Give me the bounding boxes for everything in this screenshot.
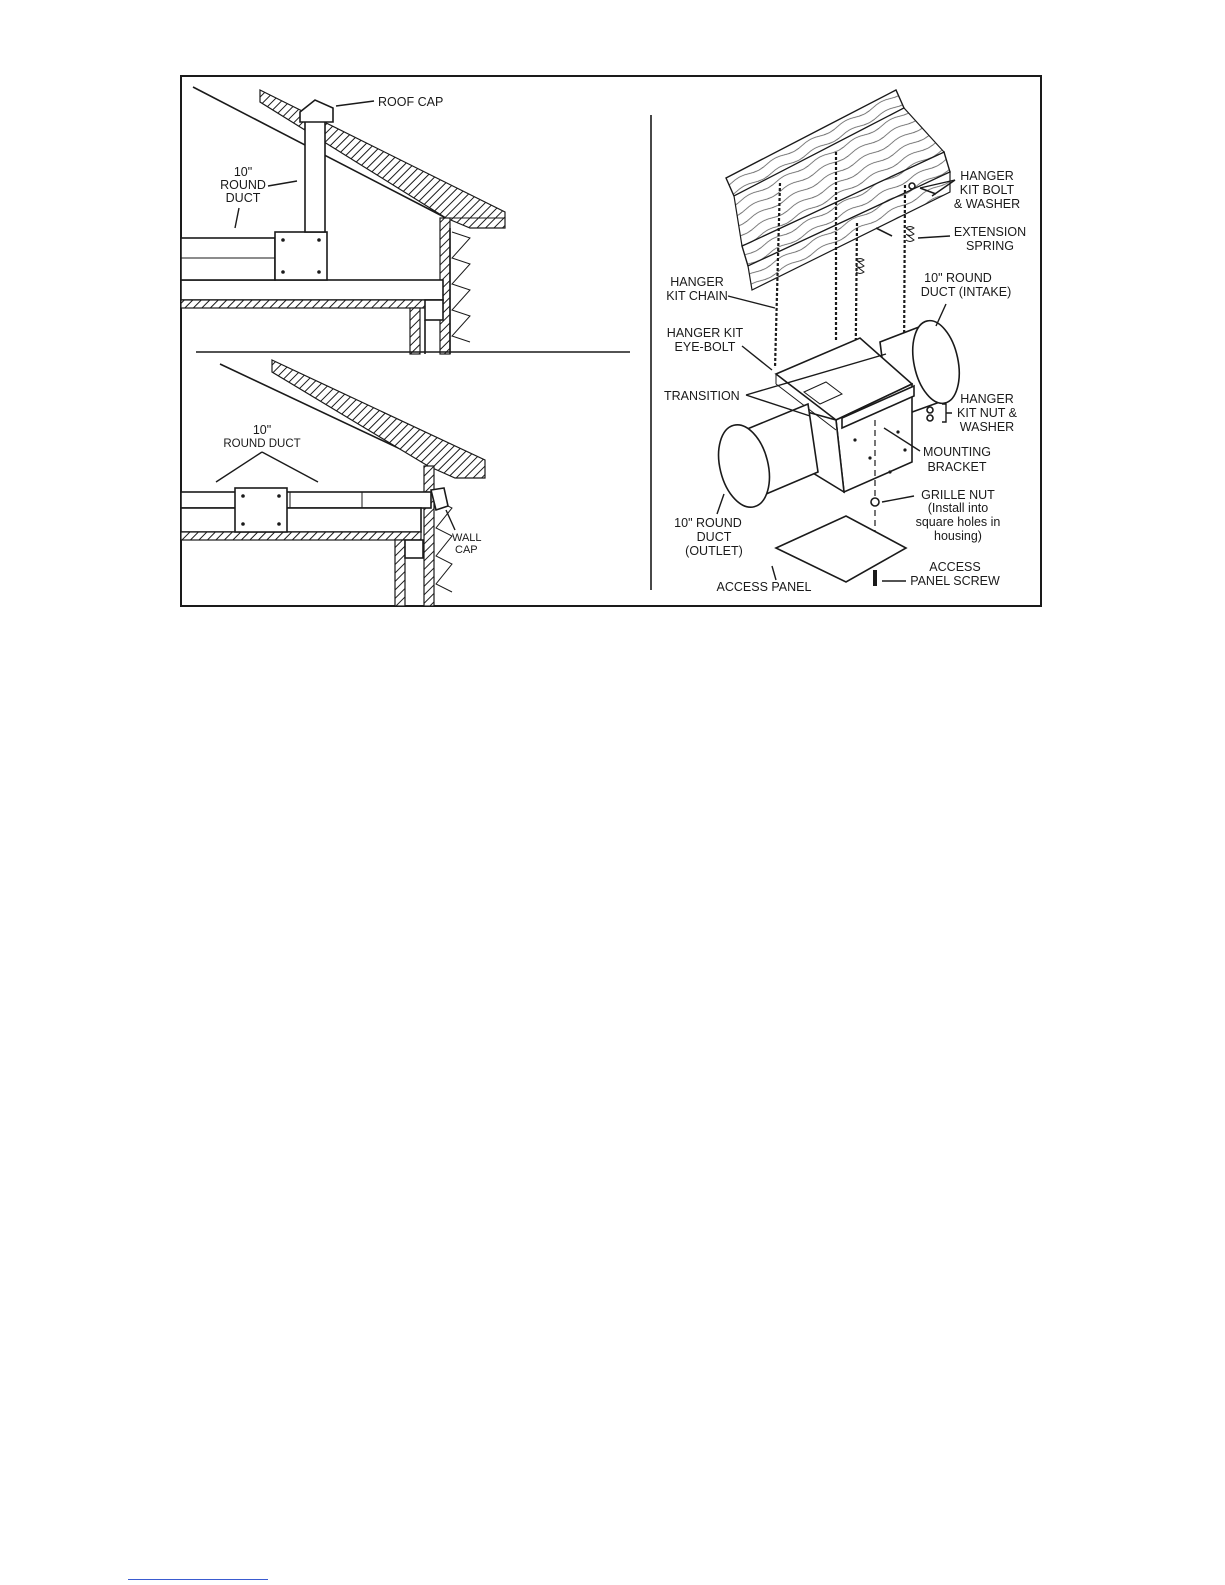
label-hanger-kit-bolt: HANGER — [960, 169, 1014, 183]
label-intake-duct-2: DUCT (INTAKE) — [920, 285, 1012, 299]
label-round-duct-top-3: DUCT — [225, 191, 261, 205]
label-grille-nut-3: square holes in — [915, 515, 1001, 529]
label-outlet-duct-2: DUCT — [696, 530, 732, 544]
label-extension-spring: EXTENSION — [953, 225, 1027, 239]
label-grille-nut-2: (Install into — [927, 501, 989, 515]
label-round-duct-top-2: ROUND — [220, 178, 266, 192]
grille-nut — [871, 498, 879, 506]
label-grille-nut-4: housing) — [934, 529, 982, 543]
label-intake-duct: 10" ROUND — [924, 271, 992, 285]
label-mounting-bracket-2: BRACKET — [927, 460, 987, 474]
label-nut-washer: HANGER — [960, 392, 1014, 406]
label-transition: TRANSITION — [664, 389, 740, 403]
label-grille-nut: GRILLE NUT — [921, 488, 995, 502]
label-hanger-kit-chain-2: KIT CHAIN — [666, 289, 728, 303]
label-access-panel-screw: ACCESS — [929, 560, 981, 574]
label-wall-cap: WALL — [452, 532, 482, 544]
footer-link-underline — [128, 1579, 268, 1580]
label-nut-washer-3: WASHER — [959, 420, 1015, 434]
label-outlet-duct: 10" ROUND — [674, 516, 742, 530]
label-hanger-kit-chain: HANGER — [670, 275, 724, 289]
label-nut-washer-2: KIT NUT & — [957, 406, 1017, 420]
label-round-duct-bottom-2: ROUND DUCT — [223, 438, 301, 450]
label-wall-cap-2: CAP — [455, 544, 478, 556]
label-hanger-kit-bolt-3: & WASHER — [953, 197, 1021, 211]
label-mounting-bracket: MOUNTING — [922, 445, 992, 459]
label-round-duct-top: 10" — [233, 165, 253, 179]
label-access-panel-screw-2: PANEL SCREW — [910, 574, 1000, 588]
label-extension-spring-2: SPRING — [966, 239, 1014, 253]
label-outlet-duct-3: (OUTLET) — [685, 544, 743, 558]
access-panel-screw — [873, 570, 877, 586]
label-eye-bolt-2: EYE-BOLT — [674, 340, 736, 354]
label-round-duct-bottom: 10" — [252, 423, 272, 437]
label-hanger-kit-bolt-2: KIT BOLT — [959, 183, 1015, 197]
label-eye-bolt: HANGER KIT — [666, 326, 744, 340]
label-access-panel: ACCESS PANEL — [716, 580, 812, 594]
label-roof-cap: ROOF CAP — [378, 95, 444, 109]
